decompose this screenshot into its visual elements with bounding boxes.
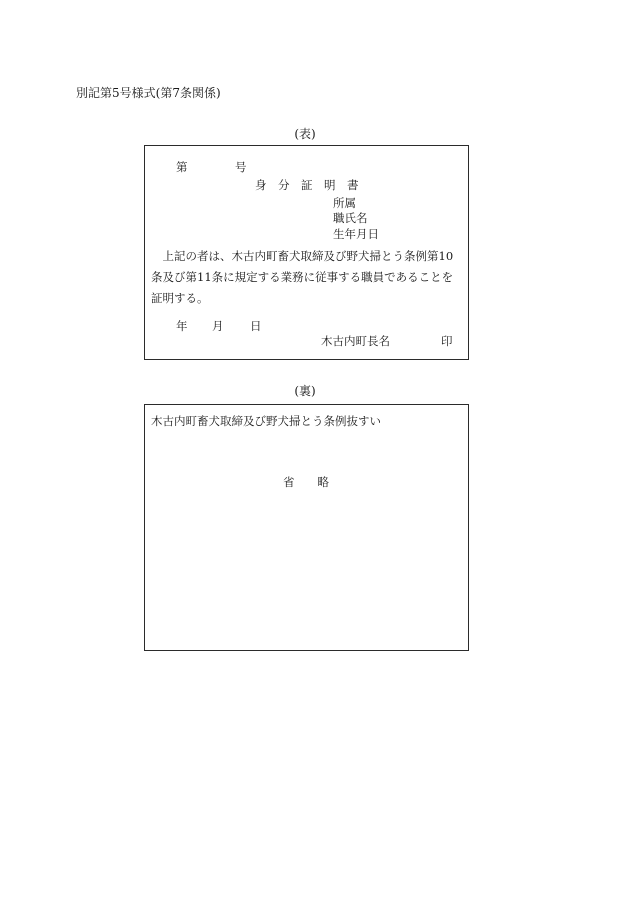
- date-month: 月: [212, 319, 224, 333]
- date-year: 年: [176, 319, 188, 333]
- omitted-text: 省 略: [283, 475, 329, 489]
- ordinance-excerpt-title: 木古内町畜犬取締及び野犬掃とう条例抜すい: [151, 414, 381, 428]
- certificate-back-card: [144, 404, 469, 651]
- body-line: 上記の者は、木古内町畜犬取締及び野犬掃とう条例第10: [151, 249, 454, 263]
- body-line: 条及び第11条に規定する業務に従事する職員であることを: [151, 270, 454, 284]
- front-side-label: (表): [294, 127, 316, 141]
- certificate-front-card: [144, 145, 469, 360]
- field-birth-date: 生年月日: [333, 227, 379, 241]
- issue-date: [176, 318, 262, 334]
- seal-mark: 印: [441, 334, 453, 348]
- field-affiliation: 所属: [333, 196, 356, 210]
- certificate-number-suffix: 号: [235, 160, 247, 174]
- form-title: 別記第5号様式(第7条関係): [76, 86, 221, 100]
- back-side-label: (裏): [294, 384, 316, 398]
- body-line: 証明する。: [151, 291, 209, 305]
- certificate-body-text: [151, 246, 467, 309]
- issuer-name: 木古内町長名: [321, 334, 390, 348]
- date-day: 日: [250, 319, 262, 333]
- certificate-title: 身 分 証 明 書: [255, 178, 359, 192]
- field-name: 職氏名: [333, 211, 368, 225]
- certificate-number-prefix: 第: [176, 160, 188, 174]
